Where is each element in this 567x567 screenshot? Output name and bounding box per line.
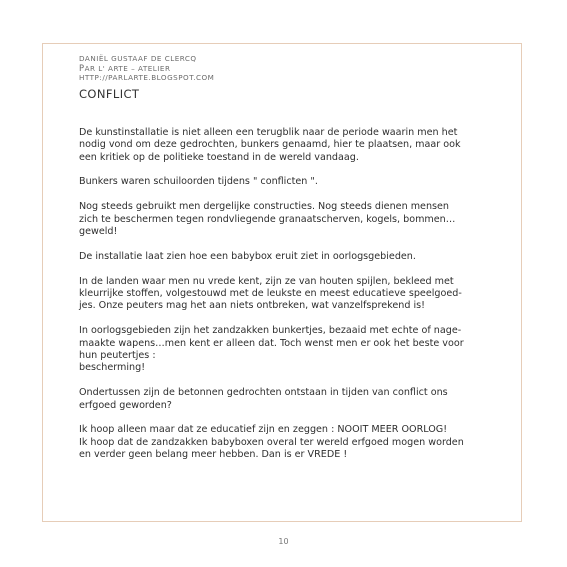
paragraph-line: jes. Onze peuters mag het aan niets ontbreken, wat vanzelfsprekend is! [79, 300, 425, 312]
paragraph-line: De kunstinstallatie is niet alleen een terugblik naar de periode waarin men het [79, 126, 458, 138]
paragraph-3 [79, 201, 499, 238]
paragraph-line: Bunkers waren schuiloorden tijdens " conflicten ". [79, 176, 318, 188]
url-rest: PARLARTE.BLOGSPOT.COM [108, 73, 215, 83]
paragraph-line: maakte wapens…men kent er alleen dat. Toch wenst men er ook het beste voor [79, 337, 464, 349]
paragraph-line: hun peutertjes : [79, 350, 156, 362]
paragraph-line: Ik hoop dat de zandzakken babyboxen overal ter wereld erfgoed mogen worden [79, 436, 464, 448]
paragraph-line: De installatie laat zien hoe een babybox eruit ziet in oorlogsgebieden. [79, 250, 416, 262]
page-content [79, 54, 499, 474]
paragraph-line: Nog steeds gebruikt men dergelijke constructies. Nog steeds dienen mensen [79, 201, 450, 213]
atelier-initial: P [79, 62, 85, 73]
blog-url [79, 73, 499, 83]
page-title: CONFLICT [79, 86, 140, 101]
paragraph-line: Ik hoop alleen maar dat ze educatief zijn en zeggen : NOOIT MEER OORLOG! [79, 424, 448, 436]
atelier-line [79, 64, 499, 74]
document-header [79, 54, 499, 83]
paragraph-line: kleurrijke stoffen, volgestouwd met de leukste en meest educatieve speelgoed- [79, 288, 462, 299]
body-text [79, 127, 499, 462]
paragraph-5 [79, 276, 499, 313]
paragraph-2 [79, 176, 499, 188]
paragraph-line: zich te beschermen tegen rondvliegende granaatscherven, kogels, bommen… [79, 213, 456, 225]
paragraph-line: nodig vond om deze gedrochten, bunkers genaamd, hier te plaatsen, maar ook [79, 139, 461, 151]
atelier-rest: AR L' ARTE – ATELIER [84, 63, 171, 73]
paragraph-8 [79, 424, 499, 461]
paragraph-line: In oorlogsgebieden zijn het zandzakken bunkertjes, bezaaid met echte of nage- [79, 325, 462, 337]
paragraph-line: een kritiek op de politieke toestand in de wereld vandaag. [79, 151, 359, 163]
paragraph-line: In de landen waar men nu vrede kent, zijn ze van houten spijlen, bekleed met [79, 275, 454, 287]
paragraph-line: Ondertussen zijn de betonnen gedrochten ontstaan in tijden van conflict ons [79, 387, 448, 399]
author-name: DANIËL GUSTAAF DE CLERCQ [79, 54, 197, 63]
page-frame [42, 43, 522, 522]
paragraph-line: en verder geen belang meer hebben. Dan is er VREDE ! [79, 449, 348, 461]
paragraph-line: bescherming! [79, 362, 146, 374]
url-prefix: HTTP:// [79, 73, 109, 83]
paragraph-1 [79, 127, 499, 164]
paragraph-4 [79, 251, 499, 263]
paragraph-line: erfgoed geworden? [79, 399, 172, 411]
paragraph-7 [79, 387, 499, 412]
paragraph-6 [79, 325, 499, 375]
paragraph-line: geweld! [79, 226, 118, 237]
page-number: 10 [278, 537, 289, 546]
